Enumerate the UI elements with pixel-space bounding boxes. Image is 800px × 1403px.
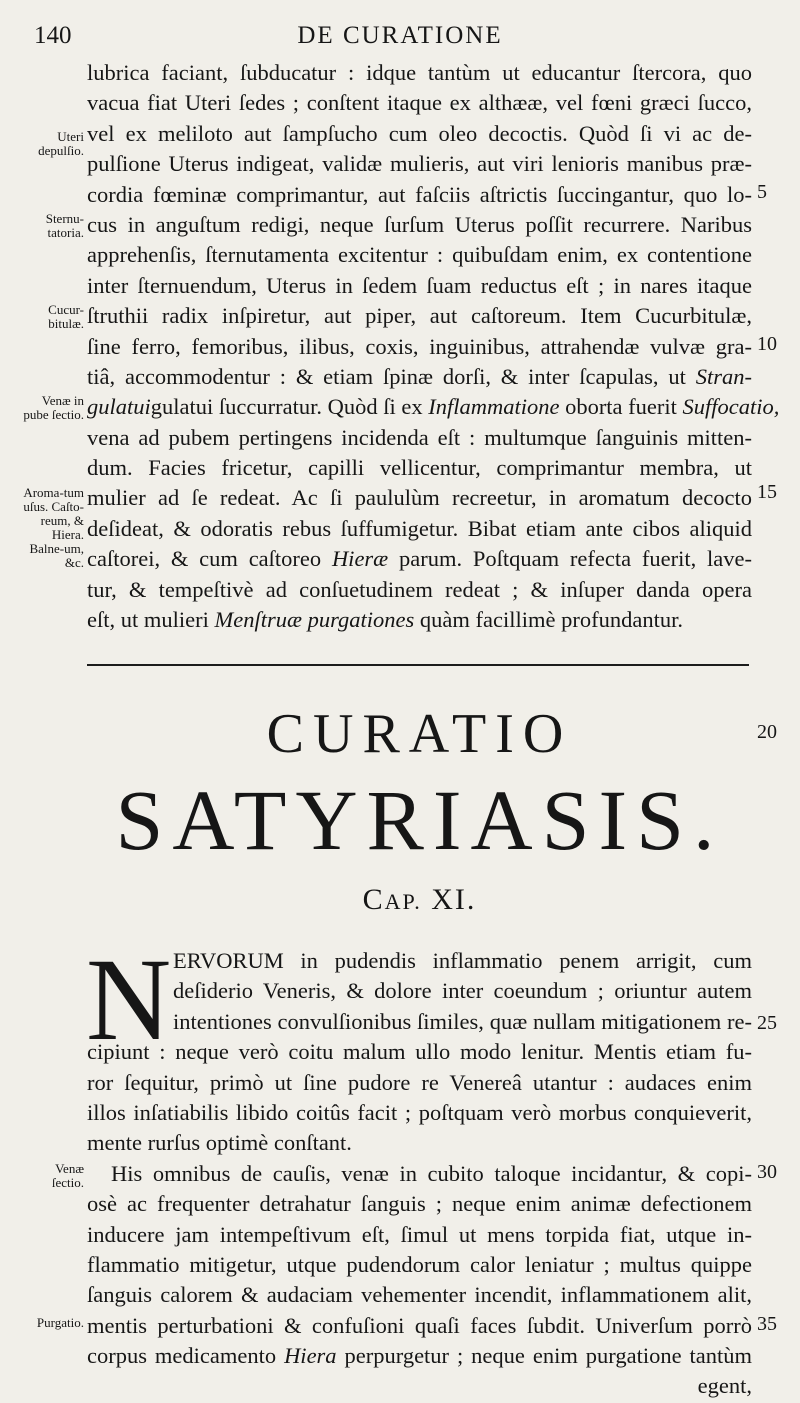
margin-note: Cucur-bitulæ. xyxy=(48,302,84,331)
text-line: pulſione Uterus indigeat, validæ mulieris, aut viri lenioris manibus præ- xyxy=(87,151,752,177)
text-line: ſine ferro, femoribus, ilibus, coxis, inguinibus, attrahendæ vulvæ gra- xyxy=(87,333,752,359)
text-line: inter ſternuendum, Uterus in ſedem ſuam reductus eſt ; in nares itaque xyxy=(87,272,752,298)
text-line: cipiunt : neque verò coitu malum ullo modo lenitur. Mentis etiam fu- xyxy=(87,1039,752,1065)
text-line: illos inſatiabilis libido coitûs facit ; poſtquam verò morbus conquieverit, xyxy=(87,1099,752,1125)
text-line xyxy=(87,1341,752,1371)
text-line: ſanguis calorem & audaciam vehementer incendit, inflammationem alit, xyxy=(87,1282,752,1308)
text-line: osè ac frequenter detrahatur ſanguis ; neque enim animæ defectionem xyxy=(87,1191,752,1217)
text-span: perpurgetur ; neque enim purgatione tantùm xyxy=(336,1343,752,1369)
text-line: vacua fiat Uteri ſedes ; conſtent itaque ex althææ, vel fœni græci ſucco, xyxy=(87,90,752,116)
chapter-numeral: XI. xyxy=(431,883,477,916)
text-line: mente rurſus optimè conſtant. xyxy=(87,1130,352,1156)
text-line: deſideat, & odoratis rebus ſuffumigetur. Bibat etiam ante cibos aliquid xyxy=(87,515,752,541)
italic-hiera: Hiera xyxy=(284,1343,337,1369)
chapter-cap-rest: AP. xyxy=(384,889,422,914)
text-line: dum. Facies fricetur, capilli vellicentur, comprimantur membra, ut xyxy=(87,455,752,481)
horizontal-rule xyxy=(87,664,749,666)
text-line: mulier ad ſe redeat. Ac ſi paululùm recreetur, in aromatum decocto xyxy=(87,485,752,511)
text-line xyxy=(87,605,752,635)
margin-note: Venæ in pube ſectio. xyxy=(23,393,84,422)
text-line: deſiderio Veneris, & dolore inter coeundum ; oriuntur autem xyxy=(173,978,752,1004)
text-line: cordia fœminæ comprimantur, aut faſciis aſtrictis ſuccingantur, quo lo- xyxy=(87,181,752,207)
section-title-line2: SATYRIASIS. xyxy=(115,772,724,868)
text-line: inducere jam intempeſtivum eſt, ſimul ut mens torpida fiat, utque in- xyxy=(87,1221,752,1247)
text-line: His omnibus de cauſis, venæ in cubito taloque incidantur, & copi- xyxy=(111,1160,752,1186)
text-span: eſt, ut mulieri xyxy=(87,607,215,633)
italic-hierae: Hieræ xyxy=(331,546,389,572)
text-span: parum. Poſtquam refecta fuerit, lave- xyxy=(388,546,752,572)
italic-strangulatui-end: gulatui xyxy=(87,394,151,420)
margin-note: Purgatio. xyxy=(36,1315,84,1330)
text-span: quàm facillimè profundantur. xyxy=(414,607,683,633)
text-line xyxy=(87,544,752,574)
margin-note: Venæ ſectio. xyxy=(51,1161,84,1190)
line-number: 35 xyxy=(757,1313,777,1335)
text-line xyxy=(87,392,780,422)
text-line: lubrica faciant, ſubducatur : idque tantùm ut educantur ſtercora, quo xyxy=(87,60,752,85)
line-number: 25 xyxy=(757,1012,777,1034)
margin-note: Uteri depulſio. xyxy=(38,129,84,158)
text-line: flammatio mitigetur, utque pudendorum calor leniatur ; multus quippe xyxy=(87,1251,752,1277)
text-line: mentis perturbationi & confuſioni quaſi faces ſubdit. Univerſum porrò xyxy=(87,1312,752,1338)
text-line: egent, xyxy=(697,1373,752,1399)
chapter-cap: C xyxy=(362,883,385,916)
margin-note: Sternu-tatoria. xyxy=(45,211,84,240)
page-number: 140 xyxy=(34,22,72,49)
italic-inflammatione: Inflammatione xyxy=(428,394,560,420)
line-number: 20 xyxy=(757,721,777,743)
line-number: 10 xyxy=(757,333,777,355)
chapter-heading xyxy=(87,880,752,922)
text-span: oborta fuerit xyxy=(559,394,683,420)
text-line: ERVORUM in pudendis inflammatio penem arrigit, cum xyxy=(173,948,752,973)
italic-suffocatio: Suffocatio, xyxy=(682,394,780,420)
text-line: cus in anguſtum redigi, neque ſurſum Uterus poſſit recurrere. Naribus xyxy=(87,211,752,237)
page-header xyxy=(0,18,800,54)
bottom-text-block xyxy=(86,934,752,1402)
margin-note: Aroma-tum uſus. Caſto-reum, & Hiera. Balne-um, &c. xyxy=(23,485,84,570)
italic-strangulatui-start: Stran- xyxy=(695,363,752,389)
text-line: ſtruthii radix inſpiretur, aut piper, aut caſtoreum. Item Cucurbitulæ, xyxy=(87,303,752,329)
italic-menstruae: Menſtruæ purgationes xyxy=(214,607,415,633)
text-span: caſtorei, & cum caſtoreo xyxy=(87,546,332,572)
text-span: gulatui ſuccurratur. Quòd ſi ex xyxy=(150,394,429,420)
text-line: vena ad pubem pertingens incidenda eſt : multumque ſanguinis mitten- xyxy=(87,424,752,450)
line-number: 30 xyxy=(757,1161,777,1183)
text-line: intentiones convulſionibus ſimiles, quæ nullam mitigationem re- xyxy=(173,1008,752,1034)
drop-cap: N xyxy=(86,934,172,1065)
line-number: 5 xyxy=(757,181,767,203)
text-line xyxy=(87,362,752,392)
section-title-line1: CURATIO xyxy=(266,703,573,765)
text-line: apprehenſis, ſternutamenta excitentur : quibuſdam enim, ex contentione xyxy=(87,242,752,268)
text-span: tiâ, accommodentur : & etiam ſpinæ dorſi, & inter ſcapulas, ut xyxy=(87,363,696,389)
text-line: ror ſequitur, primò ut ſine pudore re Venereâ utantur : audaces enim xyxy=(87,1069,752,1095)
text-line: tur, & tempeſtivè ad conſuetudinem redeat ; & inſuper danda opera xyxy=(87,576,752,602)
running-head: DE CURATIONE xyxy=(297,22,503,49)
text-line: vel ex meliloto aut ſampſucho cum oleo decoctis. Quòd ſi vi ac de- xyxy=(87,120,752,146)
line-number: 15 xyxy=(757,481,777,503)
text-span: corpus medicamento xyxy=(87,1343,285,1369)
